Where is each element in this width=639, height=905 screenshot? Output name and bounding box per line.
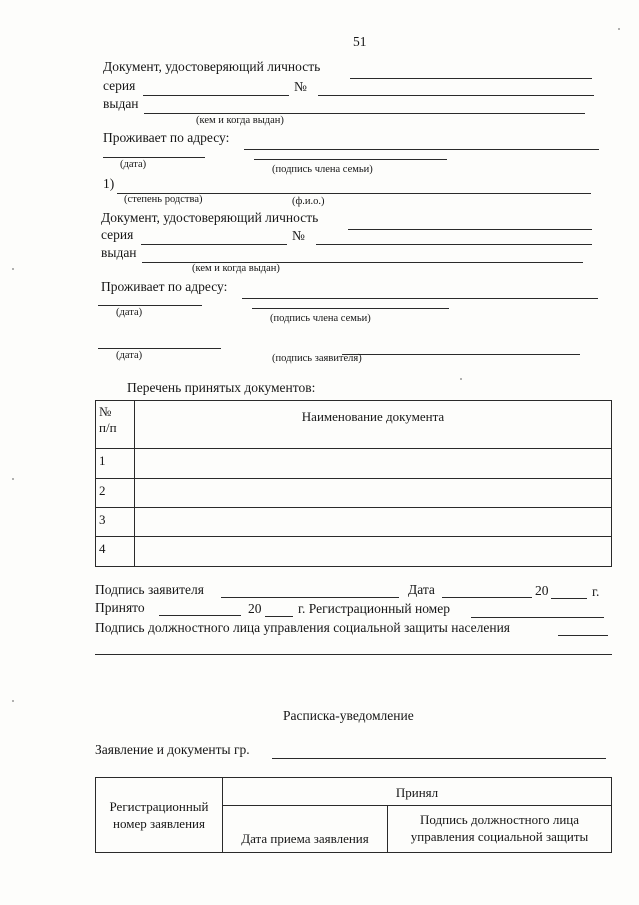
accepted-date-field	[159, 615, 241, 616]
member-sign-line	[252, 308, 449, 309]
number-label: №	[294, 79, 307, 94]
date-hint: (дата)	[116, 307, 143, 318]
issued-label: выдан	[101, 245, 137, 260]
applicant-sign-line	[342, 354, 580, 355]
id-document-line	[350, 78, 592, 79]
address-label: Проживает по адресу:	[101, 279, 228, 294]
table-row	[96, 449, 612, 479]
column-header-number	[96, 401, 135, 449]
applicant-sign-field	[221, 597, 399, 598]
year-suffix: г.	[592, 584, 600, 599]
receipt-sign-line2: управления социальной защиты	[410, 829, 589, 844]
kinship-hint: (степень родства)	[124, 194, 203, 205]
date-line	[103, 157, 205, 158]
document-name-cell[interactable]	[135, 479, 612, 508]
applicant-sign-label: Подпись заявителя	[95, 582, 204, 597]
member-sign-line	[254, 159, 447, 160]
accepted-year-field	[265, 616, 293, 617]
year-field	[551, 598, 587, 599]
column-header-number-line1: №	[99, 404, 112, 419]
receipt-statement: Заявление и документы гр.	[95, 742, 250, 757]
applicant-sign-hint: (подпись заявителя)	[272, 353, 362, 364]
documents-table	[95, 400, 612, 567]
fio-hint: (ф.и.о.)	[292, 196, 325, 207]
table-header-row	[96, 401, 612, 449]
row-number: 4	[96, 537, 135, 567]
number-line	[318, 95, 594, 96]
reg-number-label: г. Регистрационный номер	[298, 601, 450, 616]
member-sign-hint: (подпись члена семьи)	[270, 313, 371, 324]
documents-list-title: Перечень принятых документов:	[127, 380, 316, 395]
scan-speck	[618, 28, 620, 30]
id-document-line	[348, 229, 592, 230]
scan-speck	[460, 378, 462, 380]
series-label: серия	[103, 78, 136, 93]
issued-label: выдан	[103, 96, 139, 111]
series-label: серия	[101, 227, 134, 242]
row-number: 2	[96, 479, 135, 508]
receipt-reg-number-line1: Регистрационный	[109, 799, 209, 814]
address-line	[242, 298, 598, 299]
row-number: 3	[96, 508, 135, 537]
number-line	[316, 244, 592, 245]
address-label: Проживает по адресу:	[103, 130, 230, 145]
applicant-date-hint: (дата)	[116, 350, 143, 361]
receipt-header-row	[96, 778, 612, 806]
receipt-sign-header	[388, 806, 612, 853]
table-row	[96, 508, 612, 537]
document-name-cell[interactable]	[135, 449, 612, 479]
scan-speck	[12, 268, 14, 270]
scan-speck	[12, 478, 14, 480]
id-document-label: Документ, удостоверяющий личность	[103, 59, 321, 74]
column-header-number-line2: п/п	[99, 420, 117, 435]
series-line	[141, 244, 287, 245]
reg-number-field	[471, 617, 604, 618]
date-label: Дата	[408, 582, 435, 597]
date-line	[98, 305, 202, 306]
member-index: 1)	[103, 176, 115, 191]
receipt-sign-line1: Подпись должностного лица	[419, 812, 580, 827]
issued-line	[144, 113, 585, 114]
id-document-label: Документ, удостоверяющий личность	[101, 210, 319, 225]
year-prefix: 20	[535, 583, 549, 598]
table-row	[96, 537, 612, 567]
series-line	[143, 95, 289, 96]
receipt-date-header: Дата приема заявления	[223, 806, 388, 853]
receipt-title: Расписка-уведомление	[283, 708, 414, 723]
page-number: 51	[353, 34, 367, 49]
receipt-reg-number-line2: номер заявления	[113, 816, 205, 831]
official-sign-label: Подпись должностного лица управления социальной защиты населения	[95, 620, 510, 635]
number-label: №	[292, 228, 305, 243]
receipt-reg-number-header	[96, 778, 223, 853]
issued-hint: (кем и когда выдан)	[192, 263, 280, 274]
separator-line	[95, 654, 612, 655]
table-row	[96, 479, 612, 508]
applicant-date-line	[98, 348, 221, 349]
receipt-table	[95, 777, 612, 853]
receipt-name-line	[272, 758, 606, 759]
address-line	[244, 149, 599, 150]
document-name-cell[interactable]	[135, 508, 612, 537]
accepted-label: Принято	[95, 600, 145, 615]
issued-hint: (кем и когда выдан)	[196, 115, 284, 126]
scan-speck	[12, 700, 14, 702]
column-header-name: Наименование документа	[135, 401, 612, 449]
document-name-cell[interactable]	[135, 537, 612, 567]
date-hint: (дата)	[120, 159, 147, 170]
date-field	[442, 597, 532, 598]
accepted-year-prefix: 20	[248, 601, 262, 616]
official-sign-field	[558, 635, 608, 636]
member-sign-hint: (подпись члена семьи)	[272, 164, 373, 175]
row-number: 1	[96, 449, 135, 479]
receipt-accepted-header: Принял	[223, 778, 612, 806]
